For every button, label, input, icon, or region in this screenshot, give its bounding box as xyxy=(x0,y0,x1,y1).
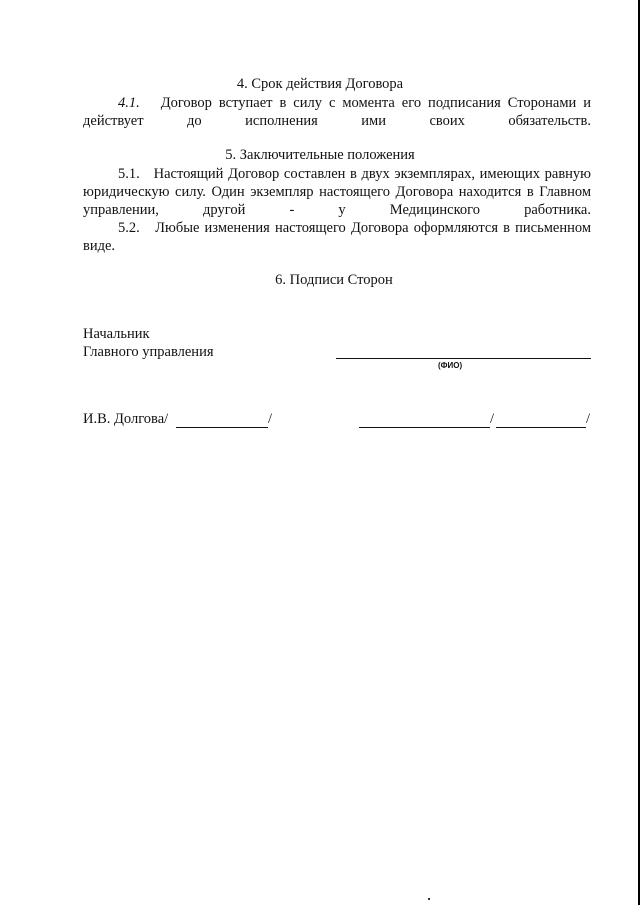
section-4-heading: 4. Срок действия Договора xyxy=(236,76,404,92)
right-signature-slash-1: / xyxy=(490,411,495,427)
signatory-name: И.В. Долгова/ xyxy=(83,411,169,427)
clause-5-1-text: Настоящий Договор составлен в двух экземплярах, имеющих равную юридическую силу. Один экземпляр настоящего Договора находится в Главном управлении, другой - у Медицинского работника. xyxy=(83,166,592,218)
signatory-title-line1: Начальник xyxy=(83,326,150,342)
right-signature-line-2 xyxy=(496,427,586,428)
clause-5-2-text: Любые изменения настоящего Договора оформляются в письменном виде. xyxy=(83,220,591,254)
signatory-title-line2: Главного управления xyxy=(83,344,214,360)
clause-5-1-paragraph xyxy=(83,165,591,219)
section-4-paragraph xyxy=(83,94,591,130)
scan-speck xyxy=(428,898,430,900)
clause-4-1-text: Договор вступает в силу с момента его подписания Сторонами и действует до исполнения ими своих обязательств. xyxy=(83,95,592,129)
section-5-heading: 5. Заключительные положения xyxy=(225,147,415,163)
clause-5-2-paragraph xyxy=(83,219,591,255)
fio-caption: (ФИО) xyxy=(438,361,463,370)
left-signature-line xyxy=(176,427,268,428)
left-signature-slash: / xyxy=(268,411,273,427)
right-signature-slash-2: / xyxy=(586,411,591,427)
section-6-heading: 6. Подписи Сторон xyxy=(275,272,393,288)
clause-5-1-number: 5.1. xyxy=(118,166,140,182)
clause-4-1-number: 4.1. xyxy=(118,95,140,111)
fio-signature-line xyxy=(336,358,591,359)
clause-5-2-number: 5.2. xyxy=(118,220,140,236)
right-signature-line-1 xyxy=(359,427,490,428)
